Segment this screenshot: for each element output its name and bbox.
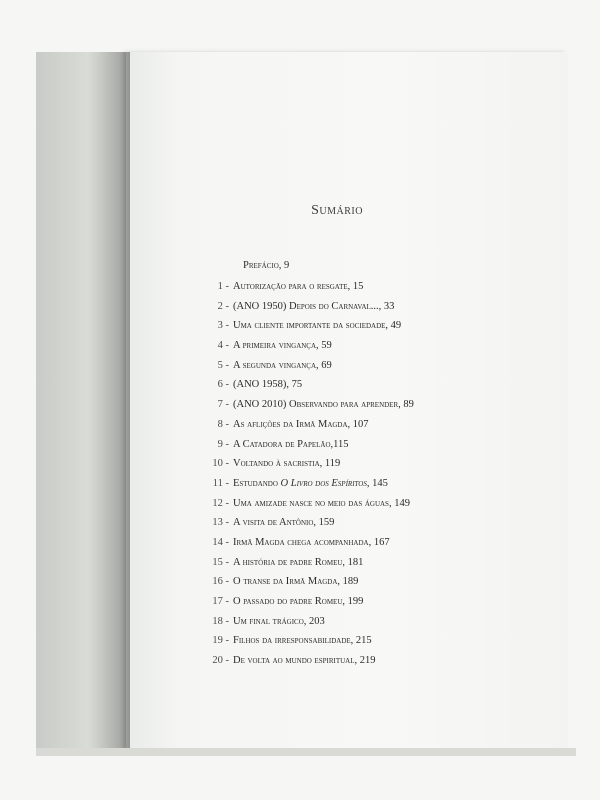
chapter-title: A visita de Antônio, 159 — [233, 517, 335, 529]
chapter-title: Voltando à sacristia, 119 — [233, 458, 341, 470]
toc-entry — [190, 533, 520, 553]
chapter-title: A primeira vingança, 59 — [233, 340, 332, 352]
chapter-title: Uma cliente importante da sociedade, 49 — [233, 320, 402, 332]
toc-entry — [190, 651, 520, 671]
chapter-number: 13 - — [212, 517, 229, 529]
chapter-number: 10 - — [212, 458, 229, 470]
chapter-number: 3 - — [217, 320, 229, 332]
chapter-number: 1 - — [217, 281, 229, 292]
chapter-number: 16 - — [212, 576, 229, 588]
toc-entry — [190, 631, 520, 651]
chapter-title: A Catadora de Papelão,115 — [233, 438, 349, 450]
preface-entry: Prefácio, 9 — [243, 260, 290, 271]
toc-entry — [190, 415, 520, 435]
chapter-number: 12 - — [212, 497, 229, 509]
toc-entry — [190, 395, 520, 415]
toc-entry — [190, 513, 520, 533]
chapter-number: 7 - — [217, 399, 229, 411]
toc-entry — [190, 572, 520, 592]
toc-entry — [190, 375, 520, 395]
chapter-title: Autorização para o resgate, 15 — [233, 281, 364, 292]
chapter-number: 8 - — [217, 418, 229, 430]
chapter-number: 15 - — [212, 556, 229, 568]
toc-entry — [190, 454, 520, 474]
book-spine-shadow — [88, 52, 130, 748]
chapter-title: A segunda vingança, 69 — [233, 359, 332, 371]
chapter-number: 11 - — [212, 477, 229, 489]
toc-entry — [190, 553, 520, 573]
chapter-number: 14 - — [212, 536, 229, 548]
toc-entry — [190, 277, 520, 297]
chapter-title-prefix: Estudando — [233, 477, 281, 489]
toc-entry — [190, 474, 520, 494]
toc-entry — [190, 435, 520, 455]
chapter-title: Filhos da irresponsabilidade, 215 — [233, 635, 372, 647]
chapter-number: 4 - — [217, 340, 229, 352]
toc-entry — [190, 356, 520, 376]
chapter-title: Uma amizade nasce no meio das águas, 149 — [233, 497, 410, 509]
chapter-number: 6 - — [217, 379, 229, 391]
chapter-page-number: , 145 — [366, 477, 388, 489]
chapter-title: O passado do padre Romeu, 199 — [233, 596, 364, 607]
chapter-title: A história de padre Romeu, 181 — [233, 556, 364, 568]
toc-entry — [190, 494, 520, 514]
toc-entry — [190, 612, 520, 632]
toc-entry — [190, 336, 520, 356]
chapter-number: 18 - — [212, 615, 229, 627]
toc-entry — [190, 592, 520, 612]
chapter-title: As aflições da Irmã Magda, 107 — [233, 418, 369, 430]
table-of-contents — [190, 277, 520, 671]
chapter-title: Irmã Magda chega acompanhada, 167 — [233, 536, 390, 548]
chapter-number: 17 - — [212, 596, 229, 607]
toc-entry — [190, 297, 520, 317]
chapter-title: (ANO 1950) Depois do Carnaval..., 33 — [233, 300, 395, 312]
page-edge — [36, 748, 576, 756]
page-title: Sumário — [311, 203, 363, 218]
chapter-title: De volta ao mundo espiritual, 219 — [233, 655, 376, 667]
chapter-title: Um final trágico, 203 — [233, 615, 325, 627]
chapter-title: (ANO 1958), 75 — [233, 379, 303, 391]
chapter-number: 9 - — [217, 438, 229, 450]
chapter-number: 2 - — [217, 300, 229, 312]
chapter-number: 5 - — [217, 359, 229, 371]
chapter-title: O transe da Irmã Magda, 189 — [233, 576, 359, 588]
chapter-number: 20 - — [212, 655, 229, 667]
chapter-title — [233, 478, 388, 489]
chapter-number: 19 - — [212, 635, 229, 647]
chapter-title: (ANO 2010) Observando para aprender, 89 — [233, 399, 414, 411]
toc-entry — [190, 316, 520, 336]
book-title: O Livro dos Espíritos — [280, 477, 367, 489]
